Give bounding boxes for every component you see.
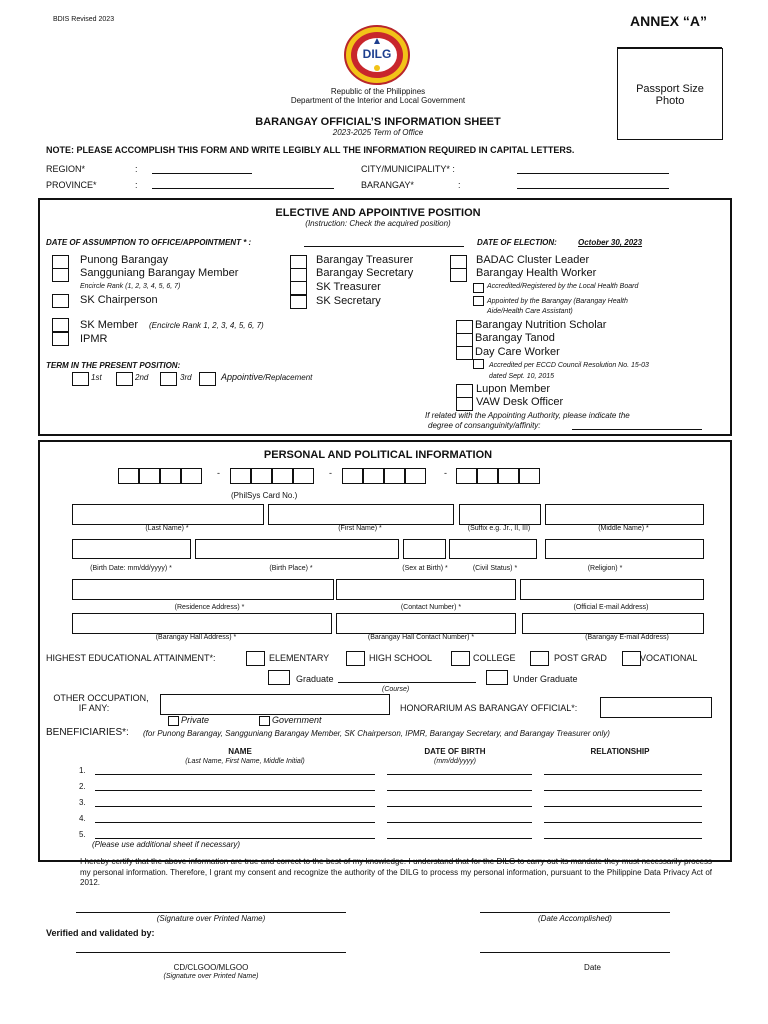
barangay-label: BARANGAY* xyxy=(361,180,414,190)
tanod-label: Barangay Tanod xyxy=(475,332,555,344)
officer-signature-field[interactable] xyxy=(76,952,346,953)
daycare-label: Day Care Worker xyxy=(475,346,560,358)
religion-label: (Religion) * xyxy=(587,565,623,572)
suffix-input[interactable] xyxy=(459,504,541,525)
philsys-digit[interactable] xyxy=(181,468,202,484)
term-3rd-label: 3rd xyxy=(180,373,192,382)
philsys-label: (PhilSys Card No.) xyxy=(231,491,298,500)
sk-member-checkbox[interactable] xyxy=(52,318,69,332)
passport-photo-box[interactable] xyxy=(617,48,723,140)
postgrad-checkbox[interactable] xyxy=(530,651,549,666)
verified-label: Verified and validated by: xyxy=(46,928,155,938)
hall-contact-label: (Barangay Hall Contact Number) * xyxy=(367,634,475,641)
additional-sheet-note: (Please use additional sheet if necessary) xyxy=(92,840,241,849)
hall-address-input[interactable] xyxy=(72,613,332,634)
philsys-digit[interactable] xyxy=(251,468,272,484)
dilg-logo xyxy=(342,24,412,86)
last-name-label: (Last Name) * xyxy=(145,525,189,532)
nutrition-scholar-checkbox[interactable] xyxy=(456,320,473,334)
honorarium-input[interactable] xyxy=(600,697,712,718)
election-date: October 30, 2023 xyxy=(578,238,643,247)
date-accomplished-label: (Date Accomplished) xyxy=(538,914,612,923)
elementary-label: ELEMENTARY xyxy=(269,653,330,663)
sk-chairperson-label: SK Chairperson xyxy=(80,294,158,306)
sk-treasurer-checkbox[interactable] xyxy=(290,281,307,295)
personal-title: PERSONAL AND POLITICAL INFORMATION xyxy=(263,449,493,461)
beneficiary-name-field[interactable] xyxy=(95,822,375,823)
daycare-checkbox[interactable] xyxy=(456,346,473,360)
term-2nd-checkbox[interactable] xyxy=(116,372,133,386)
position-instruction: (Instruction: Check the acquired position) xyxy=(305,219,451,228)
verification-date-field[interactable] xyxy=(480,952,670,953)
eccd-accredited-checkbox[interactable] xyxy=(473,359,484,369)
province-colon: : xyxy=(135,180,138,190)
birth-date-label: (Birth Date: mm/dd/yyyy) * xyxy=(90,565,172,572)
date-accomplished-field[interactable] xyxy=(480,912,670,913)
beneficiary-relationship-field[interactable] xyxy=(544,838,702,839)
other-occupation-label-1: OTHER OCCUPATION, xyxy=(53,693,149,703)
treasurer-label: Barangay Treasurer xyxy=(316,254,414,266)
honorarium-label: HONORARIUM AS BARANGAY OFFICIAL*: xyxy=(400,703,578,713)
bhw-accredited-label: Accredited/Registered by the Local Health Board xyxy=(487,283,639,290)
replacement-text: /Replacement xyxy=(263,373,313,382)
beneficiary-row-number: 4. xyxy=(79,814,86,823)
birth-place-label: (Birth Place) * xyxy=(269,565,313,572)
sex-label: (Sex at Birth) * xyxy=(402,565,448,572)
education-label: HIGHEST EDUCATIONAL ATTAINMENT*: xyxy=(46,653,216,663)
philsys-digit[interactable] xyxy=(293,468,314,484)
undergrad-label: Under Graduate xyxy=(513,674,578,684)
philsys-digit[interactable] xyxy=(498,468,519,484)
barangay-email-label: (Barangay E-mail Address) xyxy=(585,634,669,641)
beneficiary-row-number: 1. xyxy=(79,766,86,775)
beneficiaries-note: (for Punong Barangay, Sangguniang Barangay Member, SK Chairperson, IPMR, Barangay Secretary, and Barangay Treasurer only) xyxy=(143,729,610,738)
philsys-digit[interactable] xyxy=(456,468,477,484)
beneficiary-row-number: 2. xyxy=(79,782,86,791)
secretary-checkbox[interactable] xyxy=(290,268,307,282)
philsys-dash: - xyxy=(329,468,332,478)
badac-checkbox[interactable] xyxy=(450,255,467,269)
assumption-label: DATE OF ASSUMPTION TO OFFICE/APPOINTMENT * : xyxy=(46,238,252,247)
punong-barangay-checkbox[interactable] xyxy=(52,255,69,269)
appointive-checkbox[interactable] xyxy=(199,372,216,386)
form-note: NOTE: PLEASE ACCOMPLISH THIS FORM AND WRITE LEGIBLY ALL THE INFORMATION REQUIRED IN CAPITAL LETTERS. xyxy=(46,145,575,155)
treasurer-checkbox[interactable] xyxy=(290,255,307,269)
contact-number-label: (Contact Number) * xyxy=(400,604,462,611)
other-occupation-label-2: IF ANY: xyxy=(78,703,110,713)
sk-secretary-checkbox[interactable] xyxy=(290,295,307,309)
college-label: COLLEGE xyxy=(473,653,516,663)
private-label: Private xyxy=(181,715,210,725)
beneficiary-relationship-field[interactable] xyxy=(544,822,702,823)
barangay-field[interactable] xyxy=(517,188,669,189)
province-label: PROVINCE* xyxy=(46,180,97,190)
sk-member-rank-note: (Encircle Rank 1, 2, 3, 4, 5, 6, 7) xyxy=(149,321,264,330)
other-occupation-input[interactable] xyxy=(160,694,390,715)
highschool-checkbox[interactable] xyxy=(346,651,365,666)
middle-name-label: (Middle Name) * xyxy=(598,525,649,532)
beneficiary-relationship-field[interactable] xyxy=(544,806,702,807)
officer-signature-label: (Signature over Printed Name) xyxy=(163,973,259,980)
philsys-number-field[interactable] xyxy=(118,468,618,484)
beneficiary-relationship-field[interactable] xyxy=(544,774,702,775)
sangguniang-member-label: Sangguniang Barangay Member xyxy=(80,267,239,279)
region-label: REGION* xyxy=(46,164,86,174)
department-label: Department of the Interior and Local Government xyxy=(290,96,466,105)
philsys-digit[interactable] xyxy=(230,468,251,484)
appointive-label xyxy=(221,372,312,382)
verification-date-label: Date xyxy=(584,963,601,972)
course-label: (Course) xyxy=(382,686,410,693)
sk-treasurer-label: SK Treasurer xyxy=(316,281,381,293)
philsys-digit[interactable] xyxy=(519,468,540,484)
residence-address-label: (Residence Address) * xyxy=(174,604,245,611)
government-label: Government xyxy=(272,715,322,725)
philsys-digit[interactable] xyxy=(139,468,160,484)
badac-label: BADAC Cluster Leader xyxy=(476,254,590,266)
suffix-label: (Suffix e.g. Jr., II, III) xyxy=(467,525,531,532)
related-label-2: degree of consanguinity/affinity: xyxy=(428,421,541,430)
term-3rd-checkbox[interactable] xyxy=(160,372,177,386)
bhw-accredited-checkbox[interactable] xyxy=(473,283,484,293)
philsys-digit[interactable] xyxy=(272,468,293,484)
philsys-digit[interactable] xyxy=(342,468,363,484)
province-field[interactable] xyxy=(152,188,334,189)
position-section xyxy=(38,198,732,436)
beneficiary-name-subheader: (Last Name, First Name, Middle Initial) xyxy=(185,758,305,765)
term-label: TERM IN THE PRESENT POSITION: xyxy=(46,361,181,370)
beneficiary-dob-field[interactable] xyxy=(387,790,532,791)
beneficiary-name-field[interactable] xyxy=(95,838,375,839)
ipmr-checkbox[interactable] xyxy=(52,332,69,346)
beneficiary-relationship-field[interactable] xyxy=(544,790,702,791)
philsys-digit[interactable] xyxy=(118,468,139,484)
sex-input[interactable] xyxy=(403,539,446,559)
term-of-office: 2023-2025 Term of Office xyxy=(332,128,424,137)
nutrition-scholar-label: Barangay Nutrition Scholar xyxy=(475,319,607,331)
philsys-dash: - xyxy=(444,468,447,478)
postgrad-label: POST GRAD xyxy=(554,653,607,663)
certification-text: I hereby certify that the above information are true and correct to the best of my knowledge. I understand that for the DILG to carry out its mandate they must necessarily process my personal information. Therefore, I grant my consent and recognize the authority of the DILG to process my personal information, pursuant to the Philippine Data Privacy Act of 2012. xyxy=(80,857,712,887)
beneficiary-dob-field[interactable] xyxy=(387,774,532,775)
related-label-1: If related with the Appointing Authority, please indicate the xyxy=(425,411,630,420)
logo-text: DILG xyxy=(362,47,392,61)
birth-place-input[interactable] xyxy=(195,539,399,559)
last-name-input[interactable] xyxy=(72,504,264,525)
photo-label-line-2: Photo xyxy=(655,95,685,107)
hall-contact-input[interactable] xyxy=(336,613,516,634)
secretary-label: Barangay Secretary xyxy=(316,267,414,279)
birth-date-input[interactable] xyxy=(72,539,191,559)
region-colon: : xyxy=(135,164,138,174)
middle-name-input[interactable] xyxy=(545,504,704,525)
appointive-text: Appointive xyxy=(221,372,264,382)
residence-address-input[interactable] xyxy=(72,579,334,600)
term-2nd-label: 2nd xyxy=(135,373,149,382)
philsys-dash: - xyxy=(217,468,220,478)
vaw-checkbox[interactable] xyxy=(456,397,473,411)
graduate-checkbox[interactable] xyxy=(268,670,290,685)
bhw-checkbox[interactable] xyxy=(450,268,467,282)
philsys-digit[interactable] xyxy=(384,468,405,484)
revision-label: BDIS Revised 2023 xyxy=(53,16,115,23)
philsys-digit[interactable] xyxy=(405,468,426,484)
position-title: ELECTIVE AND APPOINTIVE POSITION xyxy=(275,207,481,219)
philsys-digit[interactable] xyxy=(477,468,498,484)
undergrad-checkbox[interactable] xyxy=(486,670,508,685)
lupon-checkbox[interactable] xyxy=(456,384,473,398)
assumption-date-field[interactable] xyxy=(304,246,464,247)
beneficiary-name-field[interactable] xyxy=(95,774,375,775)
ipmr-label: IPMR xyxy=(80,333,108,345)
beneficiary-name-field[interactable] xyxy=(95,806,375,807)
sangguniang-member-checkbox[interactable] xyxy=(52,268,69,282)
first-name-label: (First Name) * xyxy=(338,525,382,532)
lupon-label: Lupon Member xyxy=(476,383,550,395)
republic-label: Republic of the Philippines xyxy=(330,87,426,96)
vocational-checkbox[interactable] xyxy=(622,651,641,666)
election-label: DATE OF ELECTION: xyxy=(477,238,557,247)
barangay-email-input[interactable] xyxy=(522,613,704,634)
philsys-digit[interactable] xyxy=(363,468,384,484)
civil-status-input[interactable] xyxy=(449,539,537,559)
highschool-label: HIGH SCHOOL xyxy=(369,653,433,663)
punong-barangay-label: Punong Barangay xyxy=(80,254,169,266)
vocational-label: VOCATIONAL xyxy=(640,653,698,663)
term-1st-label: 1st xyxy=(91,373,102,382)
bhw-appointed-label-1: Appointed by the Barangay (Barangay Health xyxy=(487,298,628,305)
beneficiary-dob-header: DATE OF BIRTH xyxy=(424,747,486,756)
course-field[interactable] xyxy=(338,682,476,683)
beneficiary-dob-field[interactable] xyxy=(387,822,532,823)
city-field[interactable] xyxy=(517,173,669,174)
signature-label: (Signature over Printed Name) xyxy=(156,914,266,923)
graduate-label: Graduate xyxy=(296,674,334,684)
bhw-appointed-label-2: Aide/Health Care Assistant) xyxy=(487,308,573,315)
signature-field[interactable] xyxy=(76,912,346,913)
college-checkbox[interactable] xyxy=(451,651,470,666)
first-name-input[interactable] xyxy=(268,504,454,525)
city-label: CITY/MUNICIPALITY* : xyxy=(361,164,455,174)
beneficiary-name-header: NAME xyxy=(228,747,252,756)
annex-label: ANNEX “A” xyxy=(630,13,708,29)
official-email-label: (Official E-mail Address) xyxy=(573,604,649,611)
bhw-appointed-checkbox[interactable] xyxy=(473,296,484,306)
elementary-checkbox[interactable] xyxy=(246,651,265,666)
consanguinity-field[interactable] xyxy=(572,429,702,430)
beneficiary-row-number: 5. xyxy=(79,830,86,839)
official-email-input[interactable] xyxy=(520,579,704,600)
government-checkbox[interactable] xyxy=(259,716,270,726)
philsys-digit[interactable] xyxy=(160,468,181,484)
sk-member-label: SK Member xyxy=(80,319,139,331)
photo-label-line-1: Passport Size xyxy=(636,83,704,95)
officer-title: CD/CLGOO/MLGOO xyxy=(173,963,249,972)
religion-input[interactable] xyxy=(545,539,704,559)
beneficiary-name-field[interactable] xyxy=(95,790,375,791)
beneficiary-relationship-header: RELATIONSHIP xyxy=(590,747,650,756)
beneficiary-row-number: 3. xyxy=(79,798,86,807)
bhw-label: Barangay Health Worker xyxy=(476,267,597,279)
civil-status-label: (Civil Status) * xyxy=(472,565,518,572)
sk-secretary-label: SK Secretary xyxy=(316,295,381,307)
term-1st-checkbox[interactable] xyxy=(72,372,89,386)
sk-chairperson-checkbox[interactable] xyxy=(52,294,69,308)
tanod-checkbox[interactable] xyxy=(456,333,473,347)
beneficiary-dob-subheader: (mm/dd/yyyy) xyxy=(434,758,476,765)
contact-number-input[interactable] xyxy=(336,579,516,600)
eccd-label-1: Accredited per ECCD Council Resolution No. 15-03 xyxy=(489,362,649,369)
vaw-label: VAW Desk Officer xyxy=(476,396,564,408)
hall-address-label: (Barangay Hall Address) * xyxy=(155,634,237,641)
beneficiary-dob-field[interactable] xyxy=(387,838,532,839)
barangay-colon: : xyxy=(458,180,461,190)
encircle-rank-note: Encircle Rank (1, 2, 3, 4, 5, 6, 7) xyxy=(80,283,181,290)
private-checkbox[interactable] xyxy=(168,716,179,726)
form-title: BARANGAY OFFICIAL’S INFORMATION SHEET xyxy=(255,116,501,128)
eccd-label-2: dated Sept. 10, 2015 xyxy=(489,373,554,380)
beneficiaries-label: BENEFICIARIES*: xyxy=(46,727,129,738)
region-field[interactable] xyxy=(152,173,252,174)
beneficiary-dob-field[interactable] xyxy=(387,806,532,807)
